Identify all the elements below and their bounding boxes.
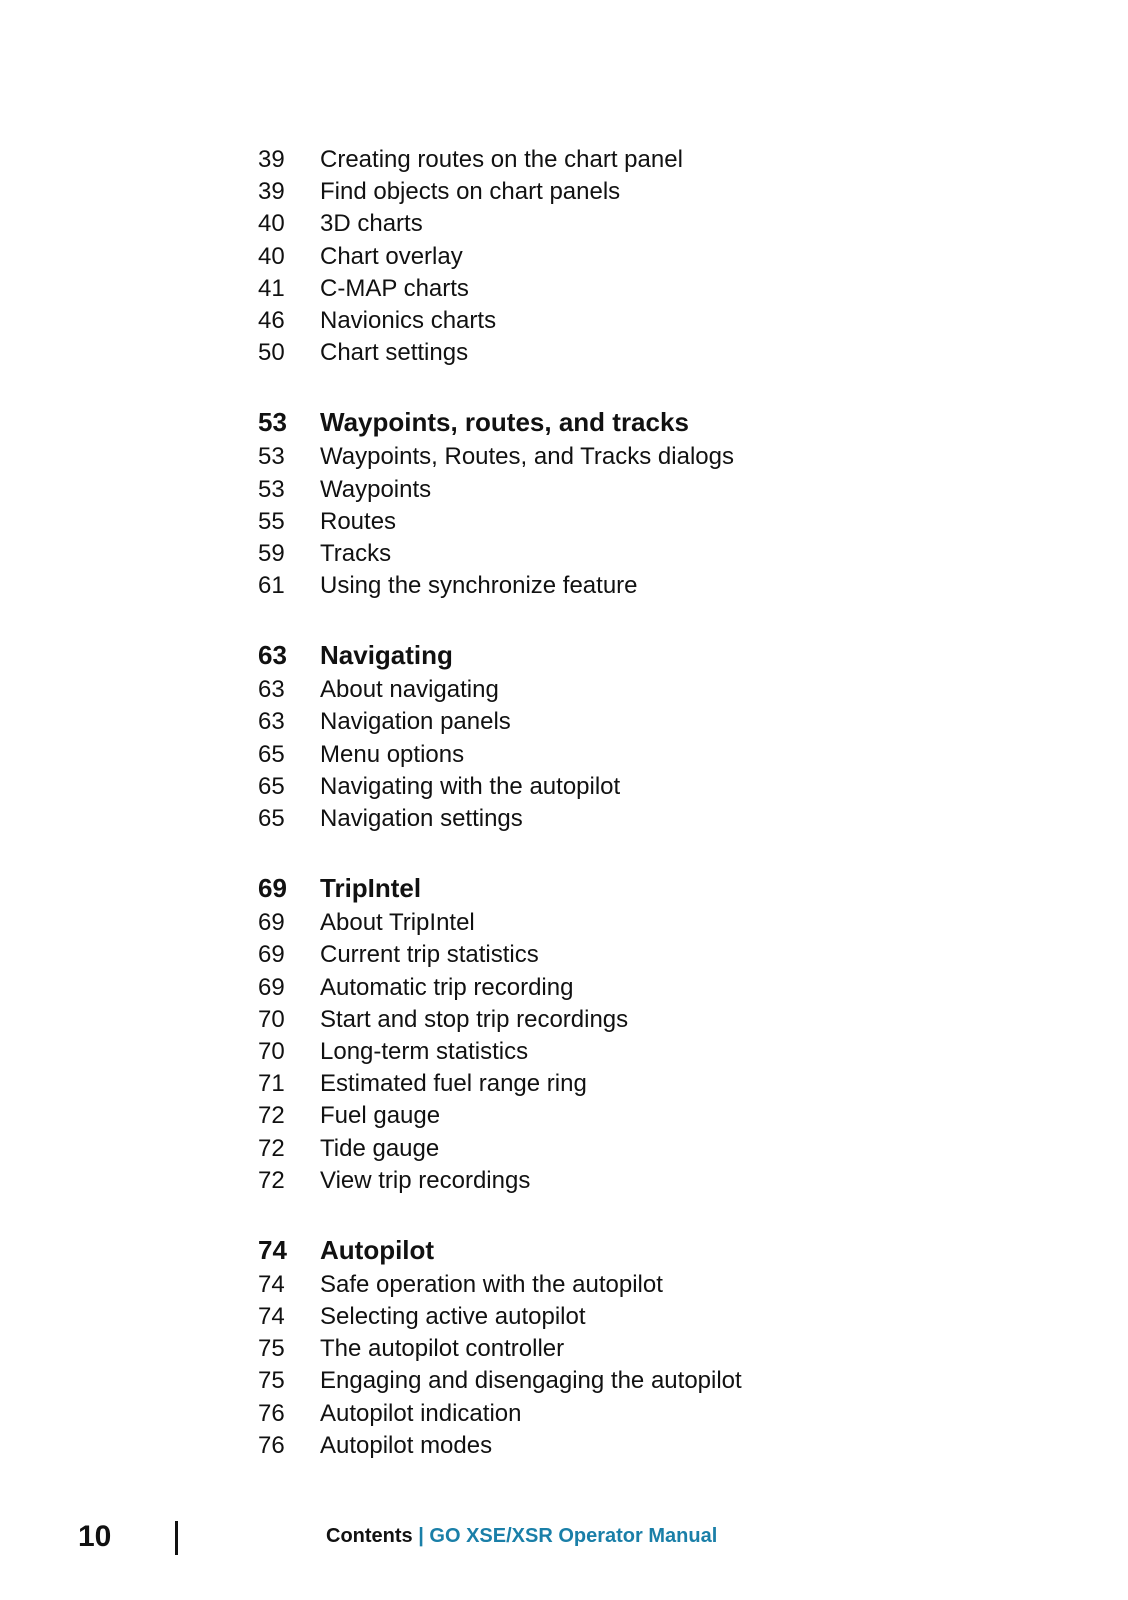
toc-entry-title: 3D charts: [320, 210, 423, 238]
toc-entry[interactable]: [258, 1269, 878, 1301]
toc-entry-page: 41: [258, 274, 285, 302]
toc-entry-page: 53: [258, 475, 285, 503]
toc-section-page: 74: [258, 1234, 287, 1265]
toc-entry[interactable]: [258, 972, 878, 1004]
toc-entry[interactable]: [258, 144, 878, 176]
toc-entry[interactable]: [258, 1004, 878, 1036]
toc-entry-page: 65: [258, 805, 285, 832]
toc-entry-page: 46: [258, 306, 285, 334]
toc-entry-page: 55: [258, 507, 285, 535]
toc-entry-page: 69: [258, 909, 285, 937]
toc-entry-page: 39: [258, 146, 285, 173]
toc-entry[interactable]: [258, 1333, 878, 1365]
toc-section-page: 53: [258, 407, 287, 438]
toc-entry-title: Long-term statistics: [320, 1037, 529, 1065]
toc-entry-page: 74: [258, 1303, 285, 1331]
table-of-contents: [258, 144, 878, 1462]
toc-entry-title: Safe operation with the autopilot: [320, 1270, 663, 1298]
toc-entry-page: 72: [258, 1102, 285, 1130]
toc-entry[interactable]: [258, 739, 878, 771]
toc-entry-page: 39: [258, 178, 285, 206]
toc-entry[interactable]: [258, 1430, 878, 1462]
toc-entry-page: 63: [258, 676, 285, 704]
toc-entry[interactable]: [258, 706, 878, 738]
toc-section-title: Navigating: [320, 640, 453, 671]
toc-entry[interactable]: [258, 1301, 878, 1333]
toc-section-heading[interactable]: [258, 403, 878, 441]
toc-entry-title: Estimated fuel range ring: [320, 1070, 587, 1098]
toc-entry[interactable]: [258, 538, 878, 570]
toc-entry-page: 50: [258, 339, 285, 367]
toc-entry[interactable]: [258, 1100, 878, 1132]
toc-entry-title: Menu options: [320, 740, 465, 768]
toc-entry-page: 72: [258, 1134, 285, 1162]
toc-entry[interactable]: [258, 337, 878, 369]
toc-entry-page: 53: [258, 443, 285, 471]
toc-entry-title: Routes: [320, 507, 397, 535]
toc-entry[interactable]: [258, 305, 878, 337]
toc-entry-page: 69: [258, 941, 285, 969]
toc-entry[interactable]: [258, 907, 878, 939]
toc-entry-title: About TripIntel: [320, 909, 475, 937]
toc-entry-title: Selecting active autopilot: [320, 1303, 586, 1331]
toc-entry-page: 75: [258, 1367, 285, 1395]
toc-entry-page: 40: [258, 242, 285, 270]
toc-entry[interactable]: [258, 474, 878, 506]
toc-section-page: 69: [258, 873, 287, 904]
toc-entry[interactable]: [258, 1398, 878, 1430]
toc-entry[interactable]: [258, 771, 878, 803]
toc-section-heading[interactable]: [258, 636, 878, 674]
toc-entry-page: 59: [258, 539, 285, 567]
toc-entry[interactable]: [258, 273, 878, 305]
toc-entry[interactable]: [258, 241, 878, 273]
toc-section-title: Waypoints, routes, and tracks: [320, 407, 689, 438]
toc-entry[interactable]: [258, 1365, 878, 1397]
toc-entry-title: View trip recordings: [320, 1166, 531, 1194]
toc-section-heading[interactable]: [258, 1231, 878, 1269]
footer-divider: [175, 1521, 178, 1555]
toc-entry[interactable]: [258, 1068, 878, 1100]
toc-entry-title: Waypoints, Routes, and Tracks dialogs: [320, 443, 734, 471]
toc-entry-title: Navigation panels: [320, 708, 511, 736]
toc-entry-page: 72: [258, 1166, 285, 1194]
toc-entry-page: 70: [258, 1037, 285, 1065]
toc-entry[interactable]: [258, 1036, 878, 1068]
toc-entry-title: Waypoints: [320, 475, 432, 503]
toc-section-navigating: [258, 636, 878, 835]
toc-entry[interactable]: [258, 803, 878, 835]
toc-entry-title: Navionics charts: [320, 306, 497, 334]
toc-entry-title: Chart overlay: [320, 242, 463, 270]
toc-entry-page: 61: [258, 572, 285, 600]
toc-section-waypoints: [258, 403, 878, 602]
toc-section-autopilot: [258, 1231, 878, 1462]
toc-entry-title: C-MAP charts: [320, 274, 469, 302]
toc-entry[interactable]: [258, 1165, 878, 1197]
toc-entry-title: Find objects on chart panels: [320, 178, 621, 206]
toc-entry-page: 69: [258, 973, 285, 1001]
toc-entry[interactable]: [258, 208, 878, 240]
toc-entry-page: 65: [258, 740, 285, 768]
toc-entry-page: 40: [258, 210, 285, 238]
toc-entry-title: Chart settings: [320, 339, 469, 367]
toc-section-title: TripIntel: [320, 873, 422, 904]
toc-section-page: 63: [258, 640, 287, 671]
toc-entry-title: Automatic trip recording: [320, 973, 574, 1001]
toc-intro-group: [258, 144, 878, 369]
toc-entry[interactable]: [258, 939, 878, 971]
toc-section-tripintel: [258, 869, 878, 1197]
toc-entry-title: Current trip statistics: [320, 941, 539, 969]
footer-page-number: 10: [78, 1520, 112, 1553]
toc-entry[interactable]: [258, 674, 878, 706]
footer-separator: |: [418, 1525, 424, 1547]
toc-entry-title: The autopilot controller: [320, 1335, 565, 1363]
toc-section-heading[interactable]: [258, 869, 878, 907]
toc-entry-page: 76: [258, 1399, 285, 1427]
toc-entry-page: 75: [258, 1335, 285, 1363]
toc-entry[interactable]: [258, 441, 878, 473]
toc-entry-title: Navigating with the autopilot: [320, 772, 621, 800]
toc-entry-title: Fuel gauge: [320, 1102, 441, 1130]
toc-entry[interactable]: [258, 506, 878, 538]
footer-manual-title: GO XSE/XSR Operator Manual: [429, 1525, 718, 1547]
toc-entry-title: About navigating: [320, 676, 499, 704]
toc-entry[interactable]: [258, 570, 878, 602]
toc-entry[interactable]: [258, 1133, 878, 1165]
footer-running-title: [326, 1522, 717, 1550]
toc-entry-title: Tide gauge: [320, 1134, 440, 1162]
toc-entry-title: Tracks: [320, 539, 392, 567]
toc-entry[interactable]: [258, 176, 878, 208]
toc-section-title: Autopilot: [320, 1234, 435, 1265]
toc-entry-page: 76: [258, 1431, 285, 1459]
toc-entry-page: 71: [258, 1070, 285, 1098]
toc-entry-title: Navigation settings: [320, 805, 523, 832]
toc-entry-page: 63: [258, 708, 285, 736]
footer-contents-label: Contents: [326, 1525, 413, 1547]
toc-entry-title: Creating routes on the chart panel: [320, 146, 683, 173]
toc-entry-page: 70: [258, 1005, 285, 1033]
toc-entry-page: 65: [258, 772, 285, 800]
toc-entry-title: Autopilot modes: [320, 1431, 493, 1459]
toc-entry-title: Using the synchronize feature: [320, 572, 638, 600]
toc-entry-title: Start and stop trip recordings: [320, 1005, 629, 1033]
toc-entry-title: Engaging and disengaging the autopilot: [320, 1367, 742, 1395]
toc-entry-page: 74: [258, 1270, 285, 1298]
toc-entry-title: Autopilot indication: [320, 1399, 522, 1427]
